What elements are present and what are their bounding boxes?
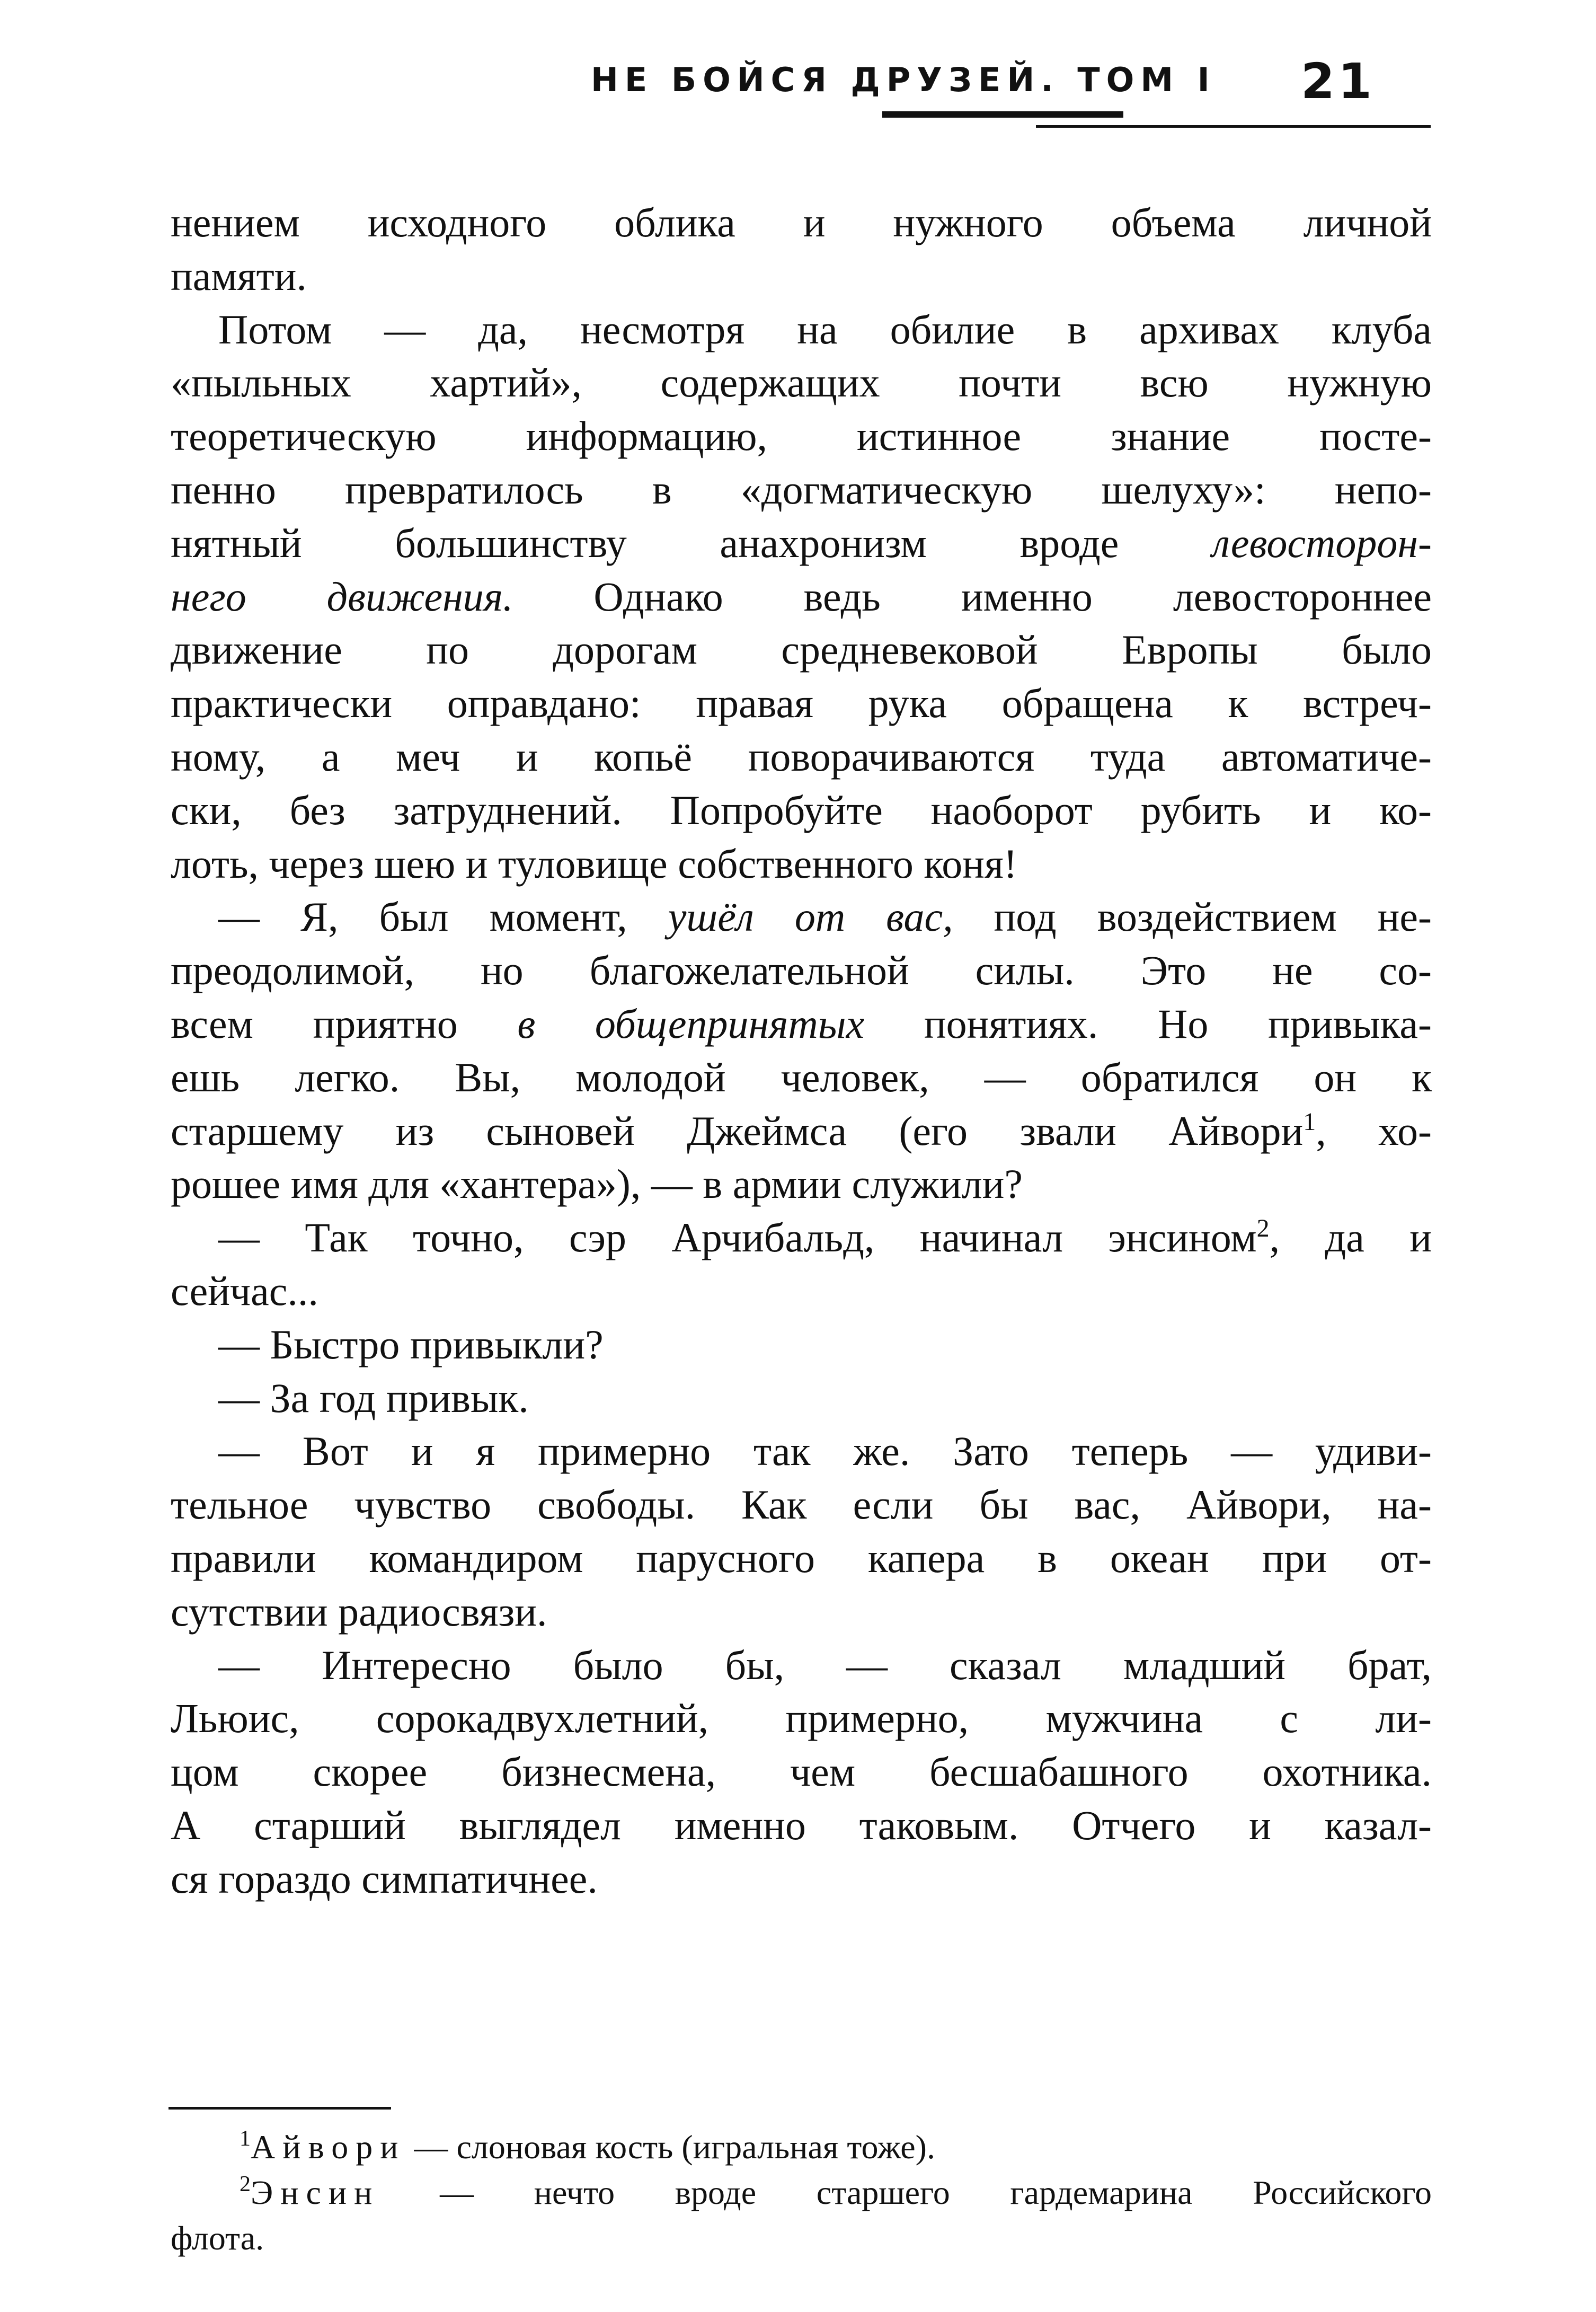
text-line: [171, 998, 1432, 1051]
text-line: ешь легко. Вы, молодой человек, — обратился он к: [171, 1054, 1432, 1100]
text-line: — Быстро привыкли?: [218, 1321, 604, 1367]
footnotes: [171, 2124, 1432, 2261]
text-run: , хо-: [1316, 1107, 1432, 1154]
footnote-text: — нечто вроде старшего гардемарина Российского: [379, 2174, 1432, 2211]
text-line: правили командиром парусного капера в океан при от-: [171, 1534, 1432, 1581]
italic-run: ушёл от вас,: [668, 894, 953, 940]
text-line: рошее имя для «хантера»), — в армии служили?: [171, 1161, 1023, 1207]
text-run: всем приятно: [171, 1000, 518, 1047]
text-line: лоть, через шею и туловище собственного коня!: [171, 840, 1017, 887]
text-line: ся гораздо симпатичнее.: [171, 1855, 598, 1902]
text-line: — Вот и я примерно так же. Зато теперь — удиви-: [218, 1428, 1432, 1475]
text-run: нятный большинству анахронизм вроде: [171, 519, 1212, 566]
text-line: [171, 517, 1432, 570]
text-line: сутствии радиосвязи.: [171, 1588, 547, 1635]
text-line: преодолимой, но благожелательной силы. Это не со-: [171, 947, 1432, 994]
footnote-term: Айвори: [251, 2128, 406, 2166]
text-run: — Так точно, сэр Арчибальд, начинал энсином: [218, 1214, 1257, 1261]
text-line: ски, без затруднений. Попробуйте наоборот рубить и ко-: [171, 787, 1432, 833]
page-number: 21: [1301, 53, 1376, 110]
header-rule: [1036, 125, 1431, 128]
text-line: цом скорее бизнесмена, чем бесшабашного охотника.: [171, 1749, 1432, 1795]
text-line: ному, а меч и копьё поворачиваются туда автоматиче-: [171, 733, 1432, 780]
running-title-underline: [882, 111, 1123, 118]
text-line: теоретическую информацию, истинное знание посте-: [171, 413, 1432, 460]
text-run: Однако ведь именно левостороннее: [513, 573, 1432, 620]
text-line: Потом — да, несмотря на обилие в архивах клуба: [218, 306, 1432, 352]
text-line: — За год привык.: [218, 1374, 529, 1421]
text-line: нением исходного облика и нужного объема личной: [171, 199, 1432, 245]
italic-run: левосторон-: [1211, 519, 1432, 566]
footnote-ref-1[interactable]: 1: [1303, 1107, 1316, 1136]
text-line: движение по дорогам средневековой Европы было: [171, 626, 1432, 673]
text-line: тельное чувство свободы. Как если бы вас, Айвори, на-: [171, 1481, 1432, 1528]
text-run: — Я, был момент,: [218, 894, 668, 940]
italic-run: него движения.: [171, 573, 513, 620]
footnote-ref-2[interactable]: 2: [1256, 1214, 1270, 1243]
running-title: НЕ БОЙСЯ ДРУЗЕЙ. ТОМ I: [591, 60, 1216, 99]
text-line: [171, 570, 1432, 624]
text-line: практически оправдано: правая рука обращена к встреч-: [171, 680, 1432, 727]
text-line: [171, 1105, 1432, 1158]
text-run: понятиях. Но привыка-: [864, 1000, 1432, 1047]
text-line: «пыльных хартий», содержащих почти всю нужную: [171, 359, 1432, 406]
footnote-1: [171, 2124, 1432, 2170]
text-line: сейчас...: [171, 1267, 318, 1314]
text-line: [171, 1211, 1432, 1265]
footnote-mark: 1: [240, 2126, 251, 2151]
footnote-term: Энсин: [251, 2174, 380, 2211]
footnote-text: — слоновая кость (игральная тоже).: [405, 2128, 935, 2166]
footnote-2-continuation: флота.: [171, 2219, 264, 2257]
footnote-mark: 2: [240, 2172, 251, 2196]
text-line: пенно превратилось в «догматическую шелуху»: непо-: [171, 466, 1432, 513]
text-line: памяти.: [171, 252, 307, 299]
footnote-2: [171, 2170, 1432, 2216]
text-line: А старший выглядел именно таковым. Отчего и казал-: [171, 1802, 1432, 1848]
text-line: [171, 890, 1432, 944]
italic-run: в общепринятых: [517, 1000, 865, 1047]
text-run: под воздействием не-: [953, 894, 1432, 940]
body-text: [171, 196, 1432, 1906]
text-line: Льюис, сорокадвухлетний, примерно, мужчина с ли-: [171, 1695, 1432, 1742]
text-line: — Интересно было бы, — сказал младший брат,: [218, 1642, 1432, 1688]
text-run: , да и: [1269, 1214, 1432, 1261]
text-run: старшему из сыновей Джеймса (его звали Айвори: [171, 1107, 1304, 1154]
footnote-rule: [169, 2107, 391, 2110]
